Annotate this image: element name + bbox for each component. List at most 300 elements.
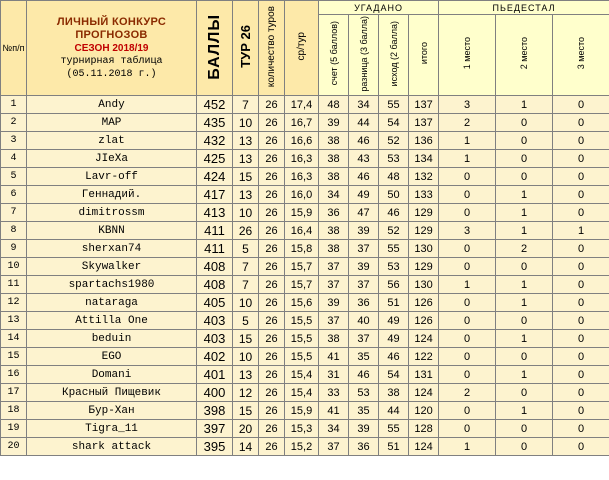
row-tour: 10: [233, 114, 259, 132]
row-place3: 0: [553, 114, 609, 132]
row-rounds: 26: [259, 330, 285, 348]
row-outcome: 51: [379, 294, 409, 312]
row-total: 136: [409, 132, 439, 150]
row-total: 126: [409, 312, 439, 330]
row-score: 37: [319, 258, 349, 276]
row-outcome: 52: [379, 132, 409, 150]
row-diff: 46: [349, 132, 379, 150]
row-outcome: 46: [379, 348, 409, 366]
row-rounds: 26: [259, 438, 285, 456]
row-avg: 15,8: [285, 240, 319, 258]
row-place2: 1: [496, 276, 553, 294]
header-np: №п/п: [1, 1, 27, 96]
row-score: 39: [319, 114, 349, 132]
row-name: Andy: [27, 96, 197, 114]
row-tour: 7: [233, 276, 259, 294]
row-rounds: 26: [259, 204, 285, 222]
row-rank: 5: [1, 168, 27, 186]
row-place2: 1: [496, 330, 553, 348]
row-rounds: 26: [259, 348, 285, 366]
header-tour: ТУР 26: [233, 1, 259, 96]
row-points: 405: [197, 294, 233, 312]
row-rounds: 26: [259, 114, 285, 132]
row-place2: 1: [496, 294, 553, 312]
row-rounds: 26: [259, 366, 285, 384]
row-outcome: 50: [379, 186, 409, 204]
row-name: nataraga: [27, 294, 197, 312]
row-name: Lavr-off: [27, 168, 197, 186]
row-name: KBNN: [27, 222, 197, 240]
header-group-row: [1, 1, 609, 15]
row-place3: 0: [553, 312, 609, 330]
row-name: Геннадий.: [27, 186, 197, 204]
header-sub-diff: разница (3 балла): [349, 15, 379, 96]
row-place1: 2: [439, 114, 496, 132]
row-name: Бур-Хан: [27, 402, 197, 420]
table-row[interactable]: [1, 384, 609, 402]
row-points: 435: [197, 114, 233, 132]
row-place2: 1: [496, 96, 553, 114]
row-place2: 0: [496, 312, 553, 330]
row-total: 128: [409, 420, 439, 438]
row-name: beduin: [27, 330, 197, 348]
row-outcome: 52: [379, 222, 409, 240]
row-score: 31: [319, 366, 349, 384]
row-score: 38: [319, 132, 349, 150]
row-rank: 16: [1, 366, 27, 384]
table-row[interactable]: [1, 240, 609, 258]
row-points: 395: [197, 438, 233, 456]
row-diff: 37: [349, 240, 379, 258]
row-place2: 0: [496, 150, 553, 168]
row-place3: 0: [553, 150, 609, 168]
row-diff: 37: [349, 276, 379, 294]
row-diff: 39: [349, 258, 379, 276]
row-name: zlat: [27, 132, 197, 150]
row-diff: 36: [349, 294, 379, 312]
row-rank: 8: [1, 222, 27, 240]
table-row[interactable]: [1, 150, 609, 168]
row-diff: 39: [349, 420, 379, 438]
row-diff: 36: [349, 438, 379, 456]
row-outcome: 54: [379, 366, 409, 384]
row-total: 124: [409, 330, 439, 348]
row-score: 34: [319, 186, 349, 204]
table-row[interactable]: [1, 312, 609, 330]
row-avg: 15,5: [285, 312, 319, 330]
row-place2: 1: [496, 366, 553, 384]
row-place2: 0: [496, 258, 553, 276]
row-score: 36: [319, 204, 349, 222]
row-place3: 0: [553, 420, 609, 438]
row-points: 432: [197, 132, 233, 150]
row-avg: 16,4: [285, 222, 319, 240]
row-rank: 9: [1, 240, 27, 258]
row-name: spartachs1980: [27, 276, 197, 294]
row-name: Красный Пищевик: [27, 384, 197, 402]
row-outcome: 56: [379, 276, 409, 294]
row-place2: 0: [496, 384, 553, 402]
row-total: 129: [409, 204, 439, 222]
row-score: 33: [319, 384, 349, 402]
row-rounds: 26: [259, 312, 285, 330]
row-score: 41: [319, 402, 349, 420]
row-rank: 15: [1, 348, 27, 366]
row-tour: 12: [233, 384, 259, 402]
header-sub-place2: 2 место: [496, 15, 553, 96]
row-place3: 0: [553, 276, 609, 294]
row-diff: 46: [349, 168, 379, 186]
header-sub-score: счет (5 баллов): [319, 15, 349, 96]
row-place3: 0: [553, 132, 609, 150]
row-tour: 13: [233, 186, 259, 204]
row-name: Domani: [27, 366, 197, 384]
row-outcome: 44: [379, 402, 409, 420]
row-diff: 46: [349, 366, 379, 384]
row-place1: 0: [439, 168, 496, 186]
row-score: 37: [319, 312, 349, 330]
row-tour: 7: [233, 258, 259, 276]
row-name: Skywalker: [27, 258, 197, 276]
row-points: 403: [197, 312, 233, 330]
row-tour: 13: [233, 132, 259, 150]
row-place3: 0: [553, 438, 609, 456]
row-place1: 0: [439, 204, 496, 222]
row-rank: 18: [1, 402, 27, 420]
header-group-podium: ПЬЕДЕСТАЛ: [439, 1, 609, 15]
row-rounds: 26: [259, 96, 285, 114]
row-outcome: 49: [379, 312, 409, 330]
row-total: 130: [409, 240, 439, 258]
row-place3: 0: [553, 258, 609, 276]
row-place1: 0: [439, 402, 496, 420]
row-rounds: 26: [259, 420, 285, 438]
row-place1: 0: [439, 294, 496, 312]
row-points: 401: [197, 366, 233, 384]
row-outcome: 46: [379, 204, 409, 222]
row-total: 122: [409, 348, 439, 366]
row-name: sherxan74: [27, 240, 197, 258]
table-row[interactable]: [1, 204, 609, 222]
table-row[interactable]: [1, 258, 609, 276]
table-row[interactable]: [1, 132, 609, 150]
row-place1: 3: [439, 96, 496, 114]
row-tour: 13: [233, 150, 259, 168]
row-diff: 37: [349, 330, 379, 348]
row-place3: 0: [553, 96, 609, 114]
row-rounds: 26: [259, 294, 285, 312]
table-row[interactable]: [1, 348, 609, 366]
row-avg: 15,4: [285, 384, 319, 402]
row-points: 408: [197, 276, 233, 294]
row-place2: 1: [496, 222, 553, 240]
row-score: 38: [319, 240, 349, 258]
row-rounds: 26: [259, 186, 285, 204]
row-avg: 16,3: [285, 168, 319, 186]
row-tour: 5: [233, 312, 259, 330]
row-outcome: 38: [379, 384, 409, 402]
row-place2: 2: [496, 240, 553, 258]
row-score: 39: [319, 294, 349, 312]
row-name: EGO: [27, 348, 197, 366]
row-diff: 35: [349, 402, 379, 420]
row-avg: 16,6: [285, 132, 319, 150]
row-score: 38: [319, 150, 349, 168]
row-avg: 15,9: [285, 402, 319, 420]
table-row[interactable]: [1, 438, 609, 456]
row-avg: 15,5: [285, 330, 319, 348]
row-place1: 0: [439, 258, 496, 276]
row-place1: 0: [439, 312, 496, 330]
row-outcome: 53: [379, 258, 409, 276]
row-score: 48: [319, 96, 349, 114]
header-sub-place3: 3 место: [553, 15, 609, 96]
row-place2: 1: [496, 186, 553, 204]
row-score: 38: [319, 330, 349, 348]
header-sub-place1: 1 место: [439, 15, 496, 96]
row-place1: 0: [439, 240, 496, 258]
row-tour: 15: [233, 330, 259, 348]
row-diff: 34: [349, 96, 379, 114]
row-rank: 6: [1, 186, 27, 204]
row-outcome: 55: [379, 240, 409, 258]
row-total: 131: [409, 366, 439, 384]
table-row[interactable]: [1, 402, 609, 420]
table-row[interactable]: [1, 186, 609, 204]
row-score: 37: [319, 276, 349, 294]
row-rounds: 26: [259, 276, 285, 294]
table-row[interactable]: [1, 168, 609, 186]
row-place2: 0: [496, 438, 553, 456]
table-row[interactable]: [1, 366, 609, 384]
header-title-block: [27, 1, 197, 96]
row-tour: 15: [233, 168, 259, 186]
row-tour: 5: [233, 240, 259, 258]
row-place3: 0: [553, 240, 609, 258]
row-name: Attilla One: [27, 312, 197, 330]
row-rank: 2: [1, 114, 27, 132]
table-row[interactable]: [1, 294, 609, 312]
row-diff: 47: [349, 204, 379, 222]
row-place2: 1: [496, 402, 553, 420]
row-avg: 15,2: [285, 438, 319, 456]
row-place1: 0: [439, 330, 496, 348]
row-rank: 14: [1, 330, 27, 348]
header-avg: ср/тур: [285, 1, 319, 96]
row-points: 424: [197, 168, 233, 186]
row-diff: 53: [349, 384, 379, 402]
row-avg: 15,4: [285, 366, 319, 384]
title-line4: (05.11.2018 г.): [66, 68, 157, 80]
row-outcome: 49: [379, 330, 409, 348]
row-place1: 0: [439, 420, 496, 438]
row-avg: 15,9: [285, 204, 319, 222]
table-row[interactable]: [1, 420, 609, 438]
row-total: 126: [409, 294, 439, 312]
row-avg: 16,7: [285, 114, 319, 132]
row-place1: 0: [439, 348, 496, 366]
row-score: 37: [319, 438, 349, 456]
row-place3: 0: [553, 294, 609, 312]
header-points: БАЛЛЫ: [197, 1, 233, 96]
row-rank: 7: [1, 204, 27, 222]
row-total: 124: [409, 438, 439, 456]
row-rank: 19: [1, 420, 27, 438]
row-outcome: 53: [379, 150, 409, 168]
row-outcome: 48: [379, 168, 409, 186]
row-tour: 20: [233, 420, 259, 438]
row-outcome: 55: [379, 420, 409, 438]
row-place1: 1: [439, 438, 496, 456]
row-avg: 15,7: [285, 276, 319, 294]
row-place1: 1: [439, 132, 496, 150]
row-points: 413: [197, 204, 233, 222]
row-place1: 1: [439, 150, 496, 168]
row-total: 130: [409, 276, 439, 294]
table-head: [1, 1, 609, 96]
row-outcome: 51: [379, 438, 409, 456]
row-points: 403: [197, 330, 233, 348]
row-total: 133: [409, 186, 439, 204]
row-rounds: 26: [259, 222, 285, 240]
row-place1: 3: [439, 222, 496, 240]
row-total: 137: [409, 114, 439, 132]
row-points: 425: [197, 150, 233, 168]
row-points: 452: [197, 96, 233, 114]
row-rank: 13: [1, 312, 27, 330]
title-line2: СЕЗОН 2018/19: [74, 42, 149, 54]
row-score: 34: [319, 420, 349, 438]
row-avg: 15,3: [285, 420, 319, 438]
row-rounds: 26: [259, 150, 285, 168]
row-rank: 20: [1, 438, 27, 456]
row-points: 397: [197, 420, 233, 438]
row-place1: 1: [439, 276, 496, 294]
row-rank: 17: [1, 384, 27, 402]
row-place3: 0: [553, 330, 609, 348]
row-points: 411: [197, 222, 233, 240]
row-rank: 11: [1, 276, 27, 294]
row-name: Tigra_11: [27, 420, 197, 438]
row-name: shark attack: [27, 438, 197, 456]
row-place2: 0: [496, 114, 553, 132]
row-name: MAP: [27, 114, 197, 132]
row-tour: 7: [233, 96, 259, 114]
row-rank: 4: [1, 150, 27, 168]
row-avg: 15,7: [285, 258, 319, 276]
row-rounds: 26: [259, 402, 285, 420]
row-place3: 0: [553, 402, 609, 420]
row-place3: 1: [553, 222, 609, 240]
row-total: 132: [409, 168, 439, 186]
row-tour: 13: [233, 366, 259, 384]
row-points: 400: [197, 384, 233, 402]
row-diff: 44: [349, 114, 379, 132]
row-place2: 0: [496, 132, 553, 150]
row-total: 129: [409, 222, 439, 240]
row-diff: 49: [349, 186, 379, 204]
row-avg: 16,3: [285, 150, 319, 168]
row-place3: 0: [553, 366, 609, 384]
row-place2: 0: [496, 420, 553, 438]
row-total: 137: [409, 96, 439, 114]
row-total: 129: [409, 258, 439, 276]
row-avg: 17,4: [285, 96, 319, 114]
row-outcome: 55: [379, 96, 409, 114]
row-place3: 0: [553, 204, 609, 222]
header-sub-outcome: исход (2 балла): [379, 15, 409, 96]
row-rank: 12: [1, 294, 27, 312]
row-avg: 16,0: [285, 186, 319, 204]
table-row[interactable]: [1, 222, 609, 240]
table-body: [1, 96, 609, 456]
row-place3: 0: [553, 348, 609, 366]
row-place3: 0: [553, 384, 609, 402]
table-row[interactable]: [1, 330, 609, 348]
row-diff: 35: [349, 348, 379, 366]
row-points: 408: [197, 258, 233, 276]
row-place2: 0: [496, 168, 553, 186]
row-points: 402: [197, 348, 233, 366]
row-score: 38: [319, 222, 349, 240]
header-rounds: количество туров: [259, 1, 285, 96]
header-group-guessed: УГАДАНО: [319, 1, 439, 15]
row-total: 120: [409, 402, 439, 420]
row-score: 41: [319, 348, 349, 366]
row-place1: 0: [439, 186, 496, 204]
row-points: 398: [197, 402, 233, 420]
row-place2: 0: [496, 348, 553, 366]
row-place1: 2: [439, 384, 496, 402]
row-points: 417: [197, 186, 233, 204]
row-total: 124: [409, 384, 439, 402]
row-diff: 43: [349, 150, 379, 168]
row-points: 411: [197, 240, 233, 258]
row-rank: 10: [1, 258, 27, 276]
row-tour: 26: [233, 222, 259, 240]
row-avg: 15,5: [285, 348, 319, 366]
row-tour: 10: [233, 294, 259, 312]
row-diff: 39: [349, 222, 379, 240]
row-rank: 1: [1, 96, 27, 114]
row-place3: 0: [553, 168, 609, 186]
row-rounds: 26: [259, 258, 285, 276]
row-tour: 14: [233, 438, 259, 456]
table-row[interactable]: [1, 96, 609, 114]
row-rank: 3: [1, 132, 27, 150]
row-score: 38: [319, 168, 349, 186]
row-tour: 10: [233, 348, 259, 366]
row-place3: 0: [553, 186, 609, 204]
row-name: JIeXa: [27, 150, 197, 168]
row-name: dimitrossm: [27, 204, 197, 222]
row-diff: 40: [349, 312, 379, 330]
row-total: 134: [409, 150, 439, 168]
row-avg: 15,6: [285, 294, 319, 312]
row-rounds: 26: [259, 384, 285, 402]
table-row[interactable]: [1, 114, 609, 132]
row-tour: 10: [233, 204, 259, 222]
row-rounds: 26: [259, 240, 285, 258]
row-tour: 15: [233, 402, 259, 420]
row-rounds: 26: [259, 168, 285, 186]
row-place2: 1: [496, 204, 553, 222]
row-rounds: 26: [259, 132, 285, 150]
table-row[interactable]: [1, 276, 609, 294]
row-outcome: 54: [379, 114, 409, 132]
title-line1: ЛИЧНЫЙ КОНКУРС ПРОГНОЗОВ: [56, 15, 167, 41]
header-sub-total: итого: [409, 15, 439, 96]
